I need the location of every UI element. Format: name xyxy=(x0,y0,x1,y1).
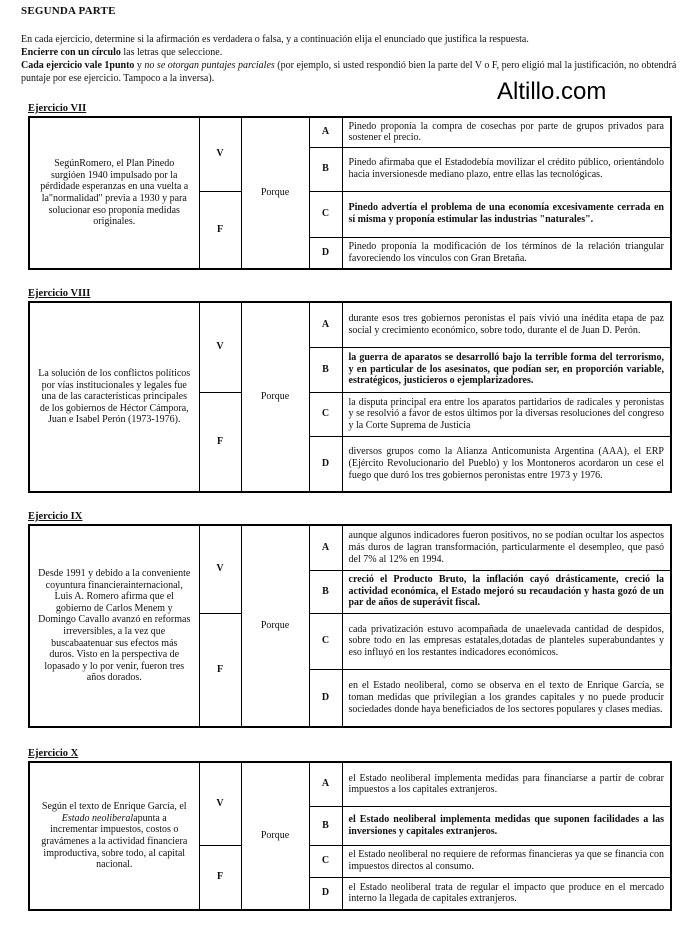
instructions-line-2 xyxy=(21,46,689,59)
option-letter-a[interactable]: A xyxy=(309,302,342,347)
exercise-heading: Ejercicio IX xyxy=(28,511,83,522)
option-text-a: aunque algunos indicadores fueron positivos, no se podían ocultar los aspectos más duros de lagran transformación, particularmente el desempleo, que pasó del 7% al 12% en 1994. xyxy=(342,525,671,570)
option-letter-d[interactable]: D xyxy=(309,436,342,492)
exercise-table xyxy=(28,524,672,728)
option-letter-b[interactable]: B xyxy=(309,147,342,191)
option-text-a: durante esos tres gobiernos peronistas el país vivió una inédita etapa de paz social y crecimiento económico, sobre todo, durante el de Juan D. Perón. xyxy=(342,302,671,347)
option-letter-b[interactable]: B xyxy=(309,806,342,845)
statement-part: apunta a incrementar impuestos, costos o gravámenes a la actividad financiera improductiva, sobre todo, al capital nacional. xyxy=(41,812,188,871)
option-text-b: creció el Producto Bruto, la inflación cayó drásticamente, creció la actividad económica, el Estado mejoró su recaudación y hasta gozó de un par de años de superávit fiscal. xyxy=(342,570,671,613)
statement: La solución de los conflictos políticos por vías institucionales y legales fue una de las características principales de los gobiernos de Héctor Cámpora, Juan e Isabel Perón (1973-1976). xyxy=(29,302,199,492)
option-letter-c[interactable]: C xyxy=(309,845,342,877)
circle-instruction-rest: las letras que seleccione. xyxy=(120,47,223,58)
exercise-heading: Ejercicio VIII xyxy=(28,288,91,299)
true-choice[interactable]: V xyxy=(199,525,241,613)
option-text-a: el Estado neoliberal implementa medidas para financiarse a partir de cobrar impuestos a los capitales extranjeros. xyxy=(342,762,671,806)
statement: Desde 1991 y debido a la conveniente coyuntura financierainternacional, Luis A. Romero afirma que el gobierno de Carlos Menem y Domingo Cavallo avanzó en reformas irreversibles, a la vez que buscabaatenuar sus efectos más duros. Visto en la perspectiva de lopasado y lo por venir, fueron tres años dorados. xyxy=(29,525,199,727)
exercise-heading: Ejercicio VII xyxy=(28,103,87,114)
option-text-c: la disputa principal era entre los aparatos partidarios de radicales y peronistas y se resolvió a favor de estos últimos por la diversas resoluciones del congreso y la Corte Suprema de Justicia xyxy=(342,392,671,436)
option-letter-d[interactable]: D xyxy=(309,237,342,269)
option-letter-b[interactable]: B xyxy=(309,347,342,392)
exercise-table xyxy=(28,761,672,911)
option-letter-b[interactable]: B xyxy=(309,570,342,613)
value-instruction-mid: y xyxy=(134,60,145,71)
false-choice[interactable]: F xyxy=(199,392,241,492)
porque-label: Porque xyxy=(241,762,309,910)
option-text-d: el Estado neoliberal trata de regular el impacto que produce en el mercado interno la llegada de capitales extranjeros. xyxy=(342,877,671,910)
true-choice[interactable]: V xyxy=(199,117,241,191)
porque-label: Porque xyxy=(241,302,309,492)
porque-label: Porque xyxy=(241,525,309,727)
option-letter-d[interactable]: D xyxy=(309,669,342,727)
value-instruction-italic: no se otorgan puntajes parciales xyxy=(144,60,275,71)
option-letter-d[interactable]: D xyxy=(309,877,342,910)
option-letter-a[interactable]: A xyxy=(309,762,342,806)
exercise-table xyxy=(28,116,672,270)
option-text-d: en el Estado neoliberal, como se observa en el texto de Enrique García, se toman medidas que privilegian a los grandes capitales y no puede producir sociedades donde haya beneficiados de los sectores populares y clases medias. xyxy=(342,669,671,727)
option-text-d: Pinedo proponía la modificación de los términos de la relación triangular favoreciendo los vínculos con Gran Bretaña. xyxy=(342,237,671,269)
page-title: SEGUNDA PARTE xyxy=(21,5,116,17)
statement xyxy=(29,762,199,910)
porque-label: Porque xyxy=(241,117,309,269)
statement-italic: Estado neoliberal xyxy=(61,812,134,824)
value-instruction-rest: (por ejemplo, si usted respondió bien la parte del V o F, pero eligió mal la justificación, no obtendrá puntaje por ese ejercicio. Tampoco a la inversa). xyxy=(21,60,677,84)
exercise-table xyxy=(28,301,672,493)
option-text-b: el Estado neoliberal implementa medidas que suponen facilidades a las inversiones y capitales extranjeros. xyxy=(342,806,671,845)
option-text-c: el Estado neoliberal no requiere de reformas financieras ya que se financia con impuestos directos al consumo. xyxy=(342,845,671,877)
false-choice[interactable]: F xyxy=(199,191,241,269)
circle-instruction-bold: Encierre con un círculo xyxy=(21,47,121,58)
instructions-line-1: En cada ejercicio, determine si la afirmación es verdadera o falsa, y a continuación elija el enunciado que justifica la respuesta. xyxy=(21,34,529,45)
option-letter-c[interactable]: C xyxy=(309,191,342,237)
option-text-b: Pinedo afirmaba que el Estadodebía movilizar el crédito público, orientándolo hacia inversionesde mediano plazo, entre ellas las tecnológicas. xyxy=(342,147,671,191)
option-letter-a[interactable]: A xyxy=(309,117,342,147)
option-text-c: cada privatización estuvo acompañada de unaelevada cantidad de despidos, sobre todo en las empresas estatales,dotadas de planteles superabundantes y eso influyó en los restantes indicadores económicos. xyxy=(342,613,671,669)
statement-part: Según el texto de Enrique García, el xyxy=(41,801,187,813)
exercise-heading: Ejercicio X xyxy=(28,748,79,759)
option-letter-c[interactable]: C xyxy=(309,392,342,436)
true-choice[interactable]: V xyxy=(199,302,241,392)
statement: SegúnRomero, el Plan Pinedo surgióen 1940 impulsado por la pérdidade esperanzas en una vuelta a la"normalidad" previa a 1930 y para solucionar eso proponía medidas originales. xyxy=(29,117,199,269)
value-instruction-bold: Cada ejercicio vale 1punto xyxy=(21,60,135,71)
option-text-d: diversos grupos como la Alianza Anticomunista Argentina (AAA), el ERP (Ejército Revolucionario del Pueblo) y los Montoneros acordaron un cese el fuego que duró los tres gobiernos peronistas entre 1973 y 1976. xyxy=(342,436,671,492)
site-logo: Altillo.com xyxy=(497,78,607,105)
option-text-b: la guerra de aparatos se desarrolló bajo la terrible forma del terrorismo, y en particular de los asesinatos, que podían ser, en proporción variable, estratégicos, justicieros o ejemplarizadores. xyxy=(342,347,671,392)
false-choice[interactable]: F xyxy=(199,845,241,910)
option-letter-a[interactable]: A xyxy=(309,525,342,570)
option-text-c: Pinedo advertía el problema de una economía excesivamente cerrada en sí misma y proponía estimular las industrias "naturales". xyxy=(342,191,671,237)
option-text-a: Pinedo proponía la compra de cosechas por parte de grupos privados para sostener el precio. xyxy=(342,117,671,147)
true-choice[interactable]: V xyxy=(199,762,241,845)
false-choice[interactable]: F xyxy=(199,613,241,727)
option-letter-c[interactable]: C xyxy=(309,613,342,669)
